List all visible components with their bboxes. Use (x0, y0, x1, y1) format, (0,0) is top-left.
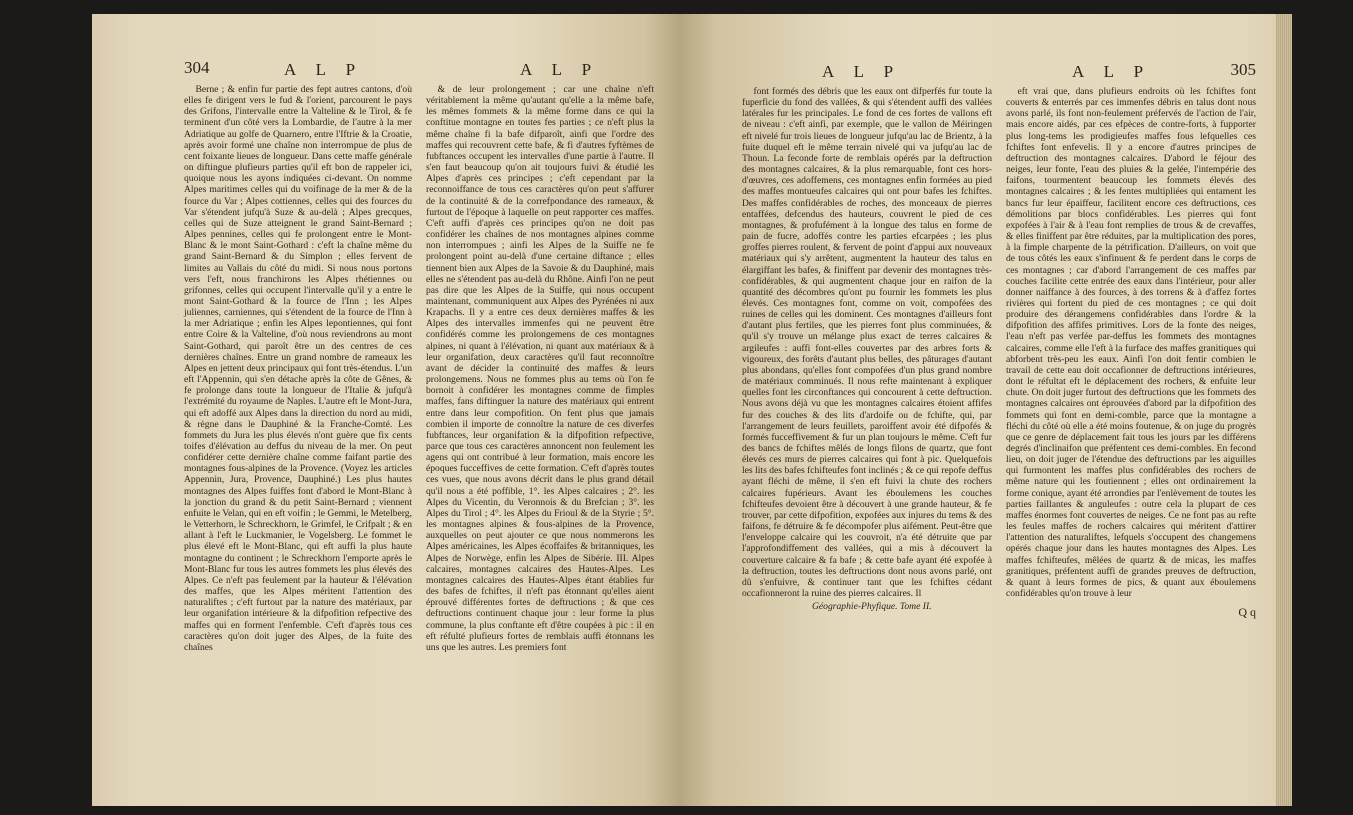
column-text: Berne ; & enfin fur partie des fept autres cantons, d'où elles fe dirigent vers le fud & l'orient, parcourent le pays des Grifons, l'intervalle entre la Valteline & le Tirol, & fe terminent d'un côté vers la Lombardie, de l'autre à la mer Adriatique au golfe de Quarnero, entre l'Iftrie & la Croatie, après avoir formé une chaîne non interrompue de plus de cent foixante lieues de longueur. Dans cette maffe générale on diftingue plufieurs parties qu'il eft bon de rappeler ici, quoique nous les ayons indiquées ci-devant. On nomme Alpes maritimes celles qui du voifinage de la mer & de la fource du Var ; Alpes cottiennes, celles qui des fources du Var s'étendent jufqu'à Suze & au-delà ; Alpes grecques, celles qui de Suze atteignent le grand Saint-Bernard ; Alpes pennines, celles qui fe prolongent entre le Mont-Blanc & le mont Saint-Gothard : c'eft la chaîne même du grand Saint-Bernard & du Simplon ; elles fervent de limites au Vallais du côté du midi. Si nous nous portons vers l'eft, nous franchirons les Alpes rhétiennes ou grifonnes, celles qui occupent l'intervalle qu'il y a entre le mont Saint-Gothard & la fource de l'Inn ; les Alpes juliennes, carniennes, qui s'étendent de la fource de l'Inn à la mer Adriatique ; enfin les Alpes lepontiennes, qui font entre Coire & la Valteline, d'où nous reviendrons au mont Saint-Gothard, qui paroît être un des centres de ces dernières chaînes. Entre un grand nombre de rameaux les Alpes en jettent deux principaux qui font très-étendus. L'un eft l'Appennin, qui s'en détache après la côte de Gênes, & fe prolonge dans toute la longueur de l'Italie & jufqu'à l'extrémité du royaume de Naples. L'autre eft le Mont-Jura, qui eft adoffé aux Alpes dans la direction du nord au midi, & règne dans le Dauphiné & la Franche-Comté. Les fommets du Jura les plus élevés n'ont guère que fix cents toifes d'élévation au deffus du niveau de la mer. On peut confidérer cette dernière chaîne comme faifant partie des montagnes fous-alpines de la Provence. (Voyez les articles Appennin, Jura, Provence, Dauphiné.) Les plus hautes montagnes des Alpes fuiffes font d'abord le Mont-Blanc à la jonction du grand & du petit Saint-Bernard ; viennent enfuite le Velan, qui en eft voifin ; le Gemmi, le Metelberg, le Vetterhorn, le Schreckhorn, le Grimfel, le Crifpalt ; & en allant à l'eft le Luckmanier, le Vogelsberg. Le fommet le plus élevé eft le Mont-Blanc, qui eft auffi la plus haute montagne du continent ; le Schreckhorn l'emporte après le Mont-Blanc fur tous les autres fommets les plus élevés des Alpes. Ce n'eft pas feulement par la hauteur & l'élévation des maffes, que les Alpes méritent l'attention des naturaliftes ; c'eft furtout par la nature des matériaux, par leur organifation intérieure & la difpofition refpective des maffes qui en forment l'enfemble. C'eft d'après tous ces caractères qu'on doit juger des Alpes, de la fuite des chaînes (184, 84, 412, 653)
left-page (92, 14, 680, 806)
right-page (680, 14, 1292, 806)
left-page-header (184, 58, 654, 84)
column-text: eft vrai que, dans plufieurs endroits où les fchiftes font couverts & enterrés par ces immenfes débris en talus dont nous avons parlé, ils font non-feulement préfervés de l'action de l'air, mais encore aidés, par ces efpèces de contre-forts, à fupporter plus long-tems les prodigieufes maffes fous lefquelles ces fchiftes font enfevelis. Il y a encore d'autres principes de deftruction des montagnes calcaires. D'abord le féjour des neiges, leur fonte, l'eau des pluies & la gelée, l'intempérie des faifons, tourmentent beaucoup les fommets élevés des montagnes calcaires ; & les fentes multipliées qui entament les bancs fur leur épaiffeur, facilitent encore ces deftructions, ces démolitions par blocs confidérables. Les pierres qui font expofées à l'air & à l'eau font remplies de trous & de crevaffes, & elles finiffent par être réduites, par la multiplication des pores, à la fimple charpente de la pétrification. D'ailleurs, on voit que de tous côtés les eaux s'infinuent & fe perdent dans le corps de ces montagnes ; car d'abord l'arrangement de ces maffes par couches facilite cette entrée des eaux dans l'intérieur, pour aller donner naiffance à des fources, à des torrens & à d'affez fortes rivières qui fortent du pied de ces montagnes ; ce qui doit produire des dérangemens confidérables dans l'ordre & la difpofition des affifes primitives. Lors de la fonte des neiges, l'eau n'eft pas verfée par-deffus les fommets des montagnes calcaires, comme elle l'eft à la furface des maffes granitiques qui abforbent très-peu les eaux. Ainfi l'on doit fentir combien le travail de cette eau doit occafionner de deftructions intérieures, dont le réfultat eft le déplacement des rochers, & enfuite leur chute. On doit juger furtout des deftructions que les fommets des montagnes calcaires ont éprouvées d'abord par la difpofition des fommets qui font en demi-comble, parce que la montagne a fléchi du côté où elle a été moins foutenue, & on juge du progrès que ce genre de déplacement fait tous les jours par les différens degrés d'inclinaifon que préfentent ces demi-combles. En fecond lieu, on doit juger de l'étendue des deftructions par les aiguilles qui furmontent les maffes plus confidérables des rochers de même nature qui les foutiennent ; elles ont ordinairement la forme conique, ayant été arrondies par l'enlèvement de toutes les parties faillantes & anguleufes : outre cela la plupart de ces maffes énormes font couvertes de neiges. Ce ne font pas au refte les feules maffes de rochers calcaires qui méritent d'attirer l'attention des naturaliftes, lefquels s'occupent des changemens opérés chaque jour dans les hautes montagnes des Alpes. Les maffes fchifteufes, mêlées de quartz & de micas, les maffes granitiques, préfentent auffi de grandes preuves de deftruction, & quant à leurs formes de pics, & quant aux éboulemens confidérables qu'on trouve à leur (1006, 86, 1256, 600)
running-head: A L P (822, 62, 902, 81)
running-head: A L P (1072, 62, 1152, 81)
right-page-header (742, 60, 1256, 86)
signature-mark: Q q (1238, 605, 1256, 620)
text-column (184, 84, 412, 653)
page-footer (742, 601, 1256, 623)
running-head: A L P (284, 60, 364, 79)
page-number-left: 304 (184, 58, 210, 77)
book-edge-right (1276, 14, 1292, 806)
open-book (92, 14, 1292, 806)
footer-title: Géographie-Phyfique. Tome II. (812, 601, 932, 613)
column-text: font formés des débris que les eaux ont difperfés fur toute la fuperficie du fond des vallées, & qui s'étendent auffi des vallées latérales fur les principales. Le fond de ces fortes de vallons eft de niveau : c'eft ainfi, par exemple, que le vallon de Méiringen eft nivelé fur trois lieues de longueur jufqu'au lac de Brientz, à la fuite duquel eft le même terrain nivelé qui va jufqu'au lac de Thoun. La feconde forte de remblais opérés par la deftruction des montagnes calcaires, & la plus remarquable, font ces hors-d'œuvres, ces adoffemens, ces montagnes enfin formées au pied des maffes montueufes calcaires qui ont pour bafes les fchiftes. Des maffes confidérables de roches, des monceaux de pierres entaffées, defcendus des hauteurs, couvrent le pied de ces montagnes, & profufément à la longue des talus en forme de pain de fucre, adoffés contre les parties efcarpées ; les plus groffes pierres roulent, & fervent de point d'appui aux nouveaux matériaux qui s'y arrêtent, augmentent la hauteur des talus en élargiffant les bafes, & finiffent par devenir des montagnes très-confidérables, & qui augmentent chaque jour en raifon de la quantité des décombres qu'ont pu fournir les fommets les plus élevés. Ces montagnes font, comme on voit, compofées des ruines de celles qui les dominent. Ces montagnes d'ailleurs font d'autant plus fertiles, que les pierres font plus comminuées, & qu'il s'y trouve un mélange plus exact de terres calcaires & argileufes : auffi font-elles couvertes par des arbres forts & vigoureux, des forêts d'autant plus belles, des pâturages d'autant plus abondans, qu'elles font compofées d'un plus grand nombre de matériaux comminués. Il nous refte maintenant à expliquer quelles font les circonftances qui concourent à cette deftruction. Nous avons déjà vu que les montagnes calcaires étoient affifes fur des couches & des lits d'ardoife ou de fchifte, qui, par l'arrangement de leurs feuillets, paroiffent avoir été difpofés & formés fucceffivement & fur un plan toujours le même. C'eft fur des bancs de fchiftes mêlés de longs filons de quartz, que font élevés ces murs de pierres calcaires qui font à pic. Quelquefois les lits des bafes fchifteufes font inclinés ; & ce qui repofe deffus ayant fléchi de même, il s'en eft fuivi la chute des rochers calcaires fupérieurs. Avant les éboulemens les couches fchifteufes devoient être à découvert à une grande hauteur, & fe trouver, par cette difpofition, expofées aux injures du tems & des faifons, fe détruire & fe décompofer plus aifément. Peut-être que l'enveloppe calcaire qui les couvroit, n'a été détruite que par l'approfondiffement des vallées, qui a mis à découvert la couverture calcaire & fa bafe ; & cette bafe ayant été expofée à la deftruction, toutes les deftructions dont nous avons parlé, ont dû s'enfuivre, & continuer tant que les fchiftes cédant occafionneront la ruine des pierres calcaires. Il (742, 86, 992, 600)
right-page-columns (742, 86, 1256, 599)
text-column (426, 84, 654, 653)
column-text: & de leur prolongement ; car une chaîne n'eft véritablement la même qu'autant qu'elle a la même bafe, les mêmes fommets & la même forme dans ce qui la conftitue montagne en toutes fes parties ; ce n'eft plus la même chaîne fi la bafe difparoît, ainfi que l'ordre des maffes qui recouvrent cette bafe, & fi d'autres fyftèmes de fubftances occupent les intervalles d'une partie à l'autre. Il s'en faut beaucoup qu'on ait toujours fuivi & étudié les Alpes d'après ces principes ; c'eft cependant par la reconnoiffance de tous ces caractères qu'on peut s'affurer de la continuité & de la correfpondance des rameaux, & furtout de l'époque à laquelle on peut rapporter ces maffes. C'eft auffi d'après ces principes qu'on ne doit pas confidérer les chaînes de nos montagnes alpines comme non interrompues ; ainfi les Alpes de la Suiffe ne fe prolongent point au-delà d'une certaine diftance ; elles tiennent bien aux Alpes de la Savoie & du Dauphiné, mais elles ne s'étendent pas au-delà du Rhône. Ainfi l'on ne peut pas dire que les Alpes de la Suiffe, qui nous occupent maintenant, communiquent aux Alpes des Pyrénées ni aux Krapachs. Il y a entre ces deux dernières maffes & les Alpes des intervalles immenfes qui ne peuvent être confidérés comme les prolongemens de ces montagnes alpines, ni quant à l'élévation, ni quant aux matériaux & à leur organifation, deux caractères qu'il faut reconnoître avant de décider la continuité des maffes & leurs prolongemens. Nous ne fommes plus au tems où l'on fe bornoit à confidérer les montagnes comme de fimples maffes, fans diftinguer la nature des matériaux qui entrent entre dans leur compofition. On fent plus que jamais combien il importe de connoître la nature de ces diverfes fubftances, leur organifation & la difpofition refpective, parce que tous ces caractères annoncent non feulement les agens qui ont contribué à leur formation, mais encore les époques fucceffives de cette formation. C'eft d'après toutes ces vues, que nous avons décrit dans le plus grand détail qu'il nous a été poffible, 1°. les Alpes calcaires ; 2°. les Alpes du Vicentin, du Veronnois & du Brefcian ; 3°. les Alpes du Tirol ; 4°. les Alpes du Frioul & de la Styrie ; 5°. les montagnes alpines & fous-alpines de la Provence, auxquelles on peut ajouter ce que nous nommerons les Alpes américaines, les Alpes écoffaifes & britanniques, les Alpes de Norwège, enfin les Alpes de Sibérie. III. Alpes calcaires, montagnes calcaires des Hautes-Alpes. Les montagnes calcaires des Hautes-Alpes étant établies fur des bafes de fchiftes, il n'eft pas étonnant qu'elles aient éprouvé différentes fortes de deftructions ; & que ces deftructions continuent chaque jour : leur forme la plus commune, la plus conftante eft d'être coupées à pic : il en eft réfulté plufieurs fortes de remblais auffi étonnans les uns que les autres. Les premiers font (426, 84, 654, 653)
text-column (742, 86, 992, 599)
running-head: A L P (520, 60, 600, 79)
text-column (1006, 86, 1256, 599)
left-page-columns (184, 84, 654, 653)
page-number-right: 305 (1230, 60, 1256, 79)
